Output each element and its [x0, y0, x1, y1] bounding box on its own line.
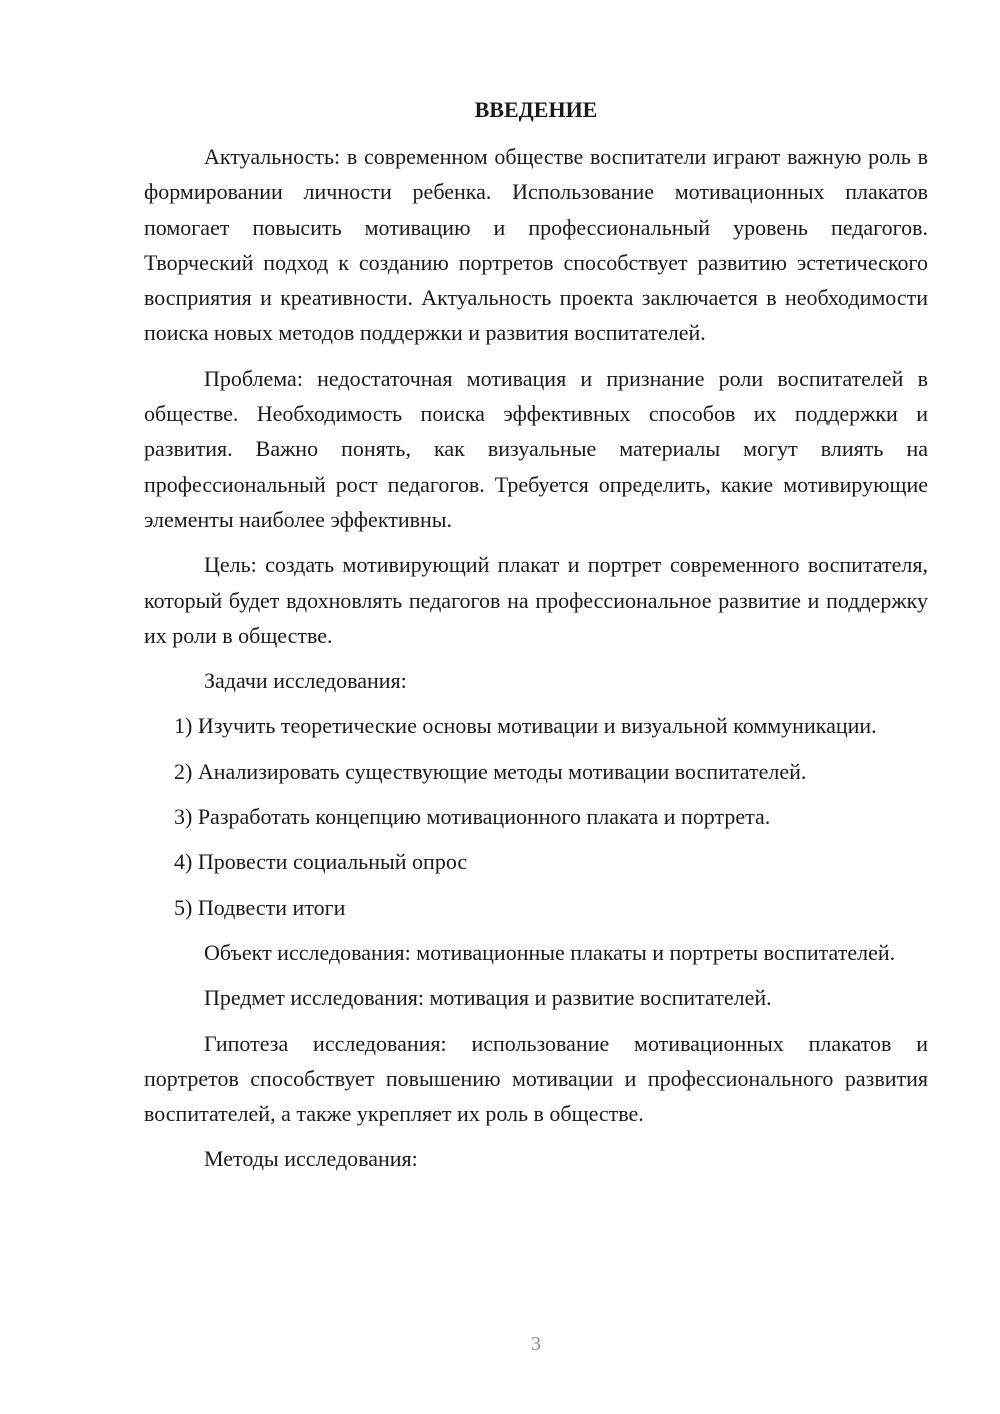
task-item: 2) Анализировать существующие методы мотивации воспитателей.	[174, 758, 807, 784]
task-item: 5) Подвести итоги	[174, 894, 346, 920]
paragraph-goal: Цель: создать мотивирующий плакат и портрет современного воспитателя, который будет вдохновлять педагогов на профессиональное развитие и поддержку их роли в обществе.	[144, 552, 928, 648]
task-item: 3) Разработать концепцию мотивационного плаката и портрета.	[174, 804, 771, 830]
section-title: ВВЕДЕНИЕ	[474, 97, 598, 122]
page-number: 3	[531, 1333, 541, 1355]
page-content	[144, 95, 928, 1187]
paragraph-hypothesis: Гипотеза исследования: использование мотивационных плакатов и портретов способствует повышению мотивации и профессионального развития воспитателей, а также укрепляет их роль в обществе.	[144, 1030, 928, 1127]
paragraph-object: Объект исследования: мотивационные плакаты и портреты воспитателей.	[204, 939, 896, 965]
paragraph-relevance: Актуальность: в современном обществе воспитатели играют важную роль в формировании личности ребенка. Использование мотивационных плакатов помогает повысить мотивацию и профессиональный уровень педагогов. Творческий подход к созданию портретов способствует развитию эстетического восприятия и креативности. Актуальность проекта заключается в необходимости поиска новых методов поддержки и развития воспитателей.	[144, 144, 928, 346]
paragraph-problem: Проблема: недостаточная мотивация и признание роли воспитателей в обществе. Необходимость поиска эффективных способов их поддержки и развития. Важно понять, как визуальные материалы могут влиять на профессиональный рост педагогов. Требуется определить, какие мотивирующие элементы наиболее эффективны.	[144, 365, 928, 532]
task-item: 4) Провести социальный опрос	[174, 849, 468, 875]
task-item: 1) Изучить теоретические основы мотивации и визуальной коммуникации.	[174, 713, 877, 739]
paragraph-subject: Предмет исследования: мотивация и развитие воспитателей.	[204, 985, 772, 1011]
paragraph-tasks-heading: Задачи исследования:	[204, 668, 407, 694]
paragraph-methods-heading: Методы исследования:	[204, 1146, 418, 1172]
